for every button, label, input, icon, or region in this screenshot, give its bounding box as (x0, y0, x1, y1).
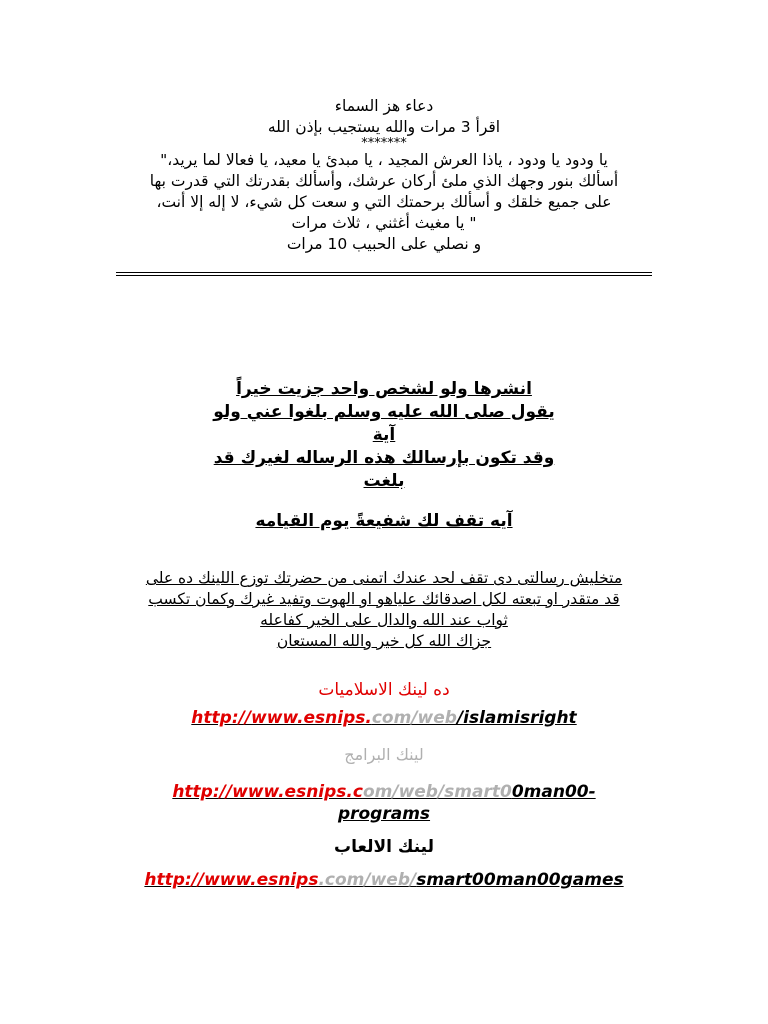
games-label (100, 836, 668, 859)
separator-line (116, 275, 652, 276)
share-block-2 (100, 510, 668, 533)
games-link-label: لينك الالعاب (334, 837, 434, 857)
prayer-line: أسألك بنور وجهك الذي ملئ أركان عرشك، وأسألك بقدرتك التي قدرت بها (149, 172, 619, 190)
islamic-link[interactable] (80, 708, 688, 728)
prayer-line: على جميع خلقك و أسألك برحمتك التي و سعت كل شيء، لا إله إلا أنت، (156, 193, 612, 211)
islamic-link-label: ده لينك الاسلاميات (318, 680, 450, 700)
message-line: متخليش رسالتى دى تقف لحد عندك اتمنى من حضرتك توزع اللينك ده على (145, 569, 623, 587)
share-line: يقول صلى الله عليه وسلم بلغوا عني ولو (213, 402, 555, 422)
message-line: قد متقدر او تبعته لكل اصدقائك علياهو او الهوت وتفيد غيرك وكمان تكسب (148, 590, 620, 608)
message-line: جزاك الله كل خير والله المستعان (276, 632, 492, 650)
programs-url-part[interactable]: om/web/smart0 (362, 782, 512, 802)
separator-line (116, 272, 652, 273)
islamic-url-part[interactable]: http://www.esnips. (191, 708, 372, 728)
prayer-line: يا ودود يا ودود ، ياذا العرش المجيد ، يا مبدئ يا معيد، يا فعالا لما يريد،" (160, 151, 608, 169)
share-line: بلغت (363, 471, 405, 491)
prayer-block (100, 96, 668, 255)
programs-url-part[interactable]: http://www.esnips.c (172, 782, 363, 802)
games-url-part[interactable]: .com/web/ (318, 870, 417, 890)
programs-url-part[interactable]: programs (337, 804, 431, 824)
message-line: ثواب عند الله والدال على الخير كفاعله (260, 611, 508, 629)
prayer-line: و نصلي على الحبيب 10 مرات (286, 235, 482, 253)
games-url-part[interactable]: http://www.esnips (144, 870, 319, 890)
share-line: وقد تكون بإرسالك هذه الرساله لغيرك قد (213, 448, 555, 468)
islamic-url-part[interactable]: /islamisright (456, 708, 577, 728)
programs-link[interactable] (80, 780, 688, 824)
share-line: انشرها ولو لشخص واحد جزيت خيراً (236, 379, 532, 399)
programs-url-part[interactable]: 0man00- (511, 782, 596, 802)
share-block (100, 378, 668, 493)
islamic-label (100, 680, 668, 701)
message-block (100, 568, 668, 652)
share-line: آية (372, 425, 396, 445)
prayer-title: دعاء هز السماء (334, 97, 434, 115)
programs-label (100, 744, 668, 765)
games-link[interactable] (80, 870, 688, 890)
share-line: آيه تقف لك شفيعةً يوم القيامه (255, 511, 513, 531)
prayer-line: " يا مغيث أغثني ، ثلاث مرات (291, 214, 477, 232)
prayer-instruction: اقرأ 3 مرات والله يستجيب بإذن الله (267, 118, 501, 136)
prayer-stars: ******* (361, 136, 407, 151)
games-url-part[interactable]: smart00man00games (416, 870, 624, 890)
islamic-url-part[interactable]: com/web (371, 708, 457, 728)
programs-link-label: لينك البرامج (344, 745, 424, 764)
